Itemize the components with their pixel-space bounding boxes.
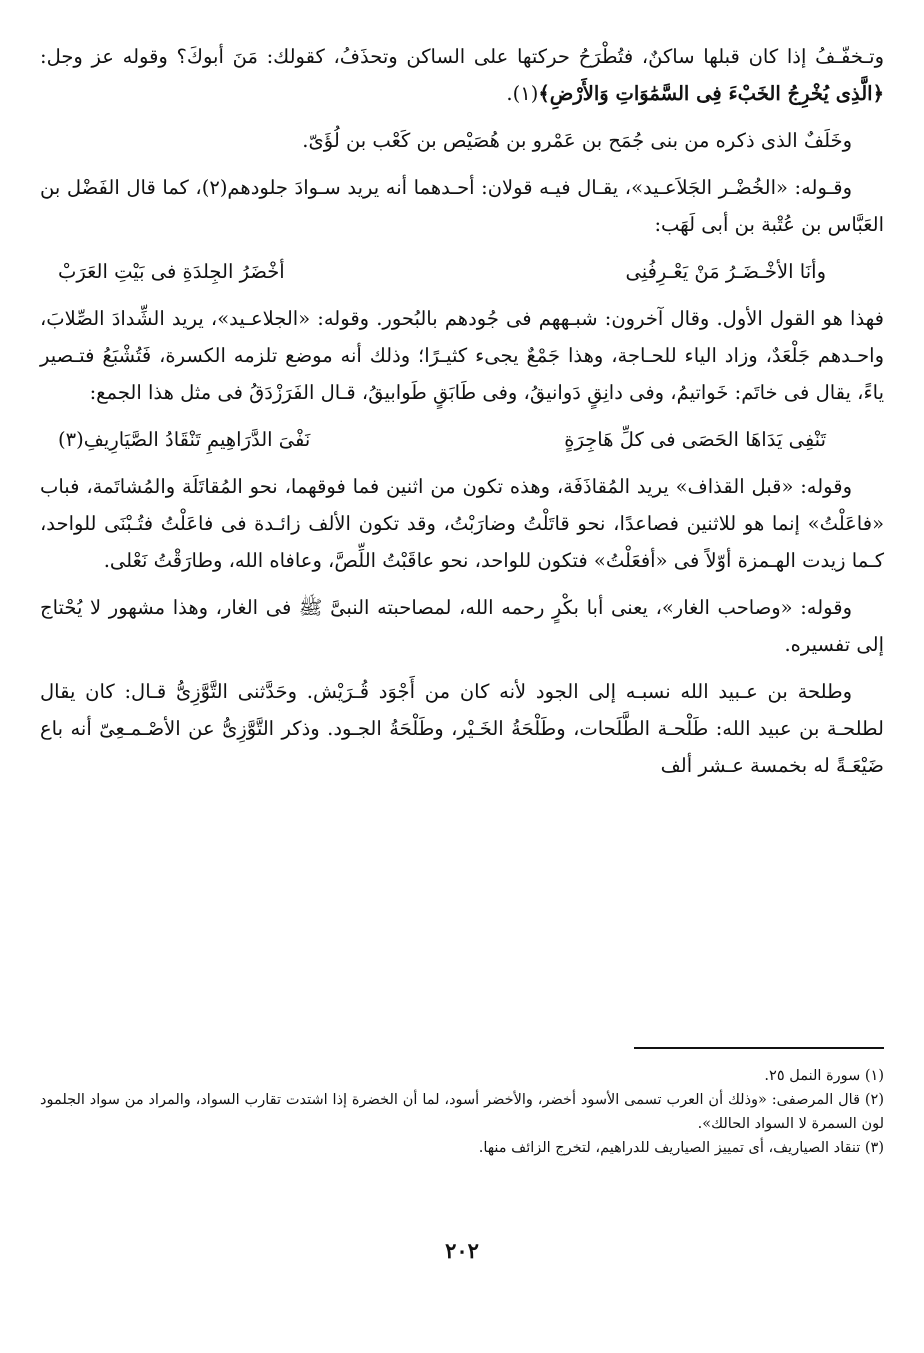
paragraph-2: وخَلَفٌ الذى ذكره من بنى جُمَح بن عَمْرو بن هُصَيْص بن كَعْب بن لُؤَىّ. [302,129,852,152]
footnote-divider [634,1047,884,1049]
page-number: ٢٠٢ [445,1238,479,1263]
paragraph-3: وقـوله: «الخُضْـر الجَلاَعـيد»، يقـال فيـه قولان: أحـدهما أنه يريد سـوادَ جلودهم(٢)، كما قال الفَضْل بن العَبَّاس بن عُتْبة بن أبى لَهَب: [40,176,884,236]
poem-1-first-hemistich: وأنَا الأخْـضَـرُ مَنْ يَعْـرِفُنِى [625,260,826,283]
paragraph-5: وقوله: «قبل القذاف» يريد المُقاذَفَة، وهذه تكون من اثنين فما فوقهما، نحو المُقاتَلَة والمُشاتَمة، فباب «فاعَلْتُ» إنما هو للاثنين فصاعدًا، نحو قاتَلْتُ وضارَبْتُ، وقد تكون الألف زائـدة فى فاعَلْتُ فتُـبْنَى للواحد، كـما زيدت الهـمزة أوّلاً فى «أفعَلْتُ» فتكون للواحد، نحو عاقَبْتُ اللِّصَّ، وعافاه الله، وطارَقْتُ نَعْلى. [40,475,884,572]
paragraph-6: وقوله: «وصاحب الغار»، يعنى أبا بكْرٍ رحمه الله، لمصاحبته النبىَّ ﷺ فى الغار، وهذا مشهور لا يُحْتاج إلى تفسيره. [40,596,884,656]
quran-footnote-ref: (١). [506,82,539,105]
paragraph-7: وطلحة بن عـبيد الله نسبـه إلى الجود لأنه كان من أَجْوَد قُـرَيْش. وحَدَّثنى التَّوَّزِىُّ قـال: كان يقال لطلحـة بن عبيد الله: طَلْحـة الطَّلَحات، وطَلْحَةُ الخَـيْر، وطَلْحَةُ الجـود. وذكر التَّوَّزِىُّ عن الأصْـمـعِىّ أنه باع ضَيْعَـةً له بخمسة عـشر ألف [40,680,884,777]
poem-1-second-hemistich: أخْضَرُ الجِلدَةِ فى بَيْتِ العَرَبْ [58,260,285,283]
page [40,38,884,794]
body-text [40,38,884,784]
poem-2-second-hemistich: نَفْىَ الدَّرَاهِيمِ تَنْقَادُ الصَّيَارِيفِ(٣) [58,428,311,451]
footnotes [40,1064,884,1160]
poem-verse-1 [58,253,826,290]
footnote-2: (٢) قال المرصفى: «وذلك أن العرب تسمى الأسود أخضر، والأخضر أسود، لما أن الخضرة إذا اشتدت تقارب السواد، والمراد من سواد الجلمود لون السمرة لا السواد الحالك». [40,1092,884,1132]
paragraph-1-text: وتـخفّـفُ إذا كان قبلها ساكنٌ، فتُطْرَحُ حركتها على الساكن وتحذَفُ، كقولك: مَنَ أبوكَ؟ وقوله عز وجل: [40,45,884,68]
paragraph-4: فهذا هو القول الأول. وقال آخرون: شبـههم فى جُودهم بالبُحور. وقوله: «الجلاعـيد»، يريد الشِّدادَ الصِّلابَ، واحـدهم جَلْعَدٌ، وزاد الياء للحـاجة، وهذا جَمْعٌ يجىء كثيـرًا؛ وذلك أنه موضع تلزمه الكسرة، فَتُشْبَعُ فتـصير ياءً، يقال فى خاتَم: خَواتيمُ، وفى دانِقٍ دَوانيقُ، وفى طَابَقٍ طَوابيقُ، قـال الفَرَزْدَقُ فى مثل هذا الجمع: [40,307,884,404]
quran-verse: ﴿الَّذِى يُخْرِجُ الخَبْءَ فِى السَّمَٰوَاتِ وَالأَرْضِ﴾ [538,82,884,105]
poem-2-first-hemistich: تَنْفِى يَدَاهَا الحَصَى فى كلِّ هَاجِرَةٍ [564,428,826,451]
poem-verse-2 [58,421,826,458]
footnote-1: (١) سورة النمل ٢٥. [764,1068,884,1084]
paragraph-1 [40,38,884,112]
footnote-3: (٣) تنقاد الصياريف، أى تمييز الصياريف للدراهيم، لتخرج الزائف منها. [478,1140,884,1156]
